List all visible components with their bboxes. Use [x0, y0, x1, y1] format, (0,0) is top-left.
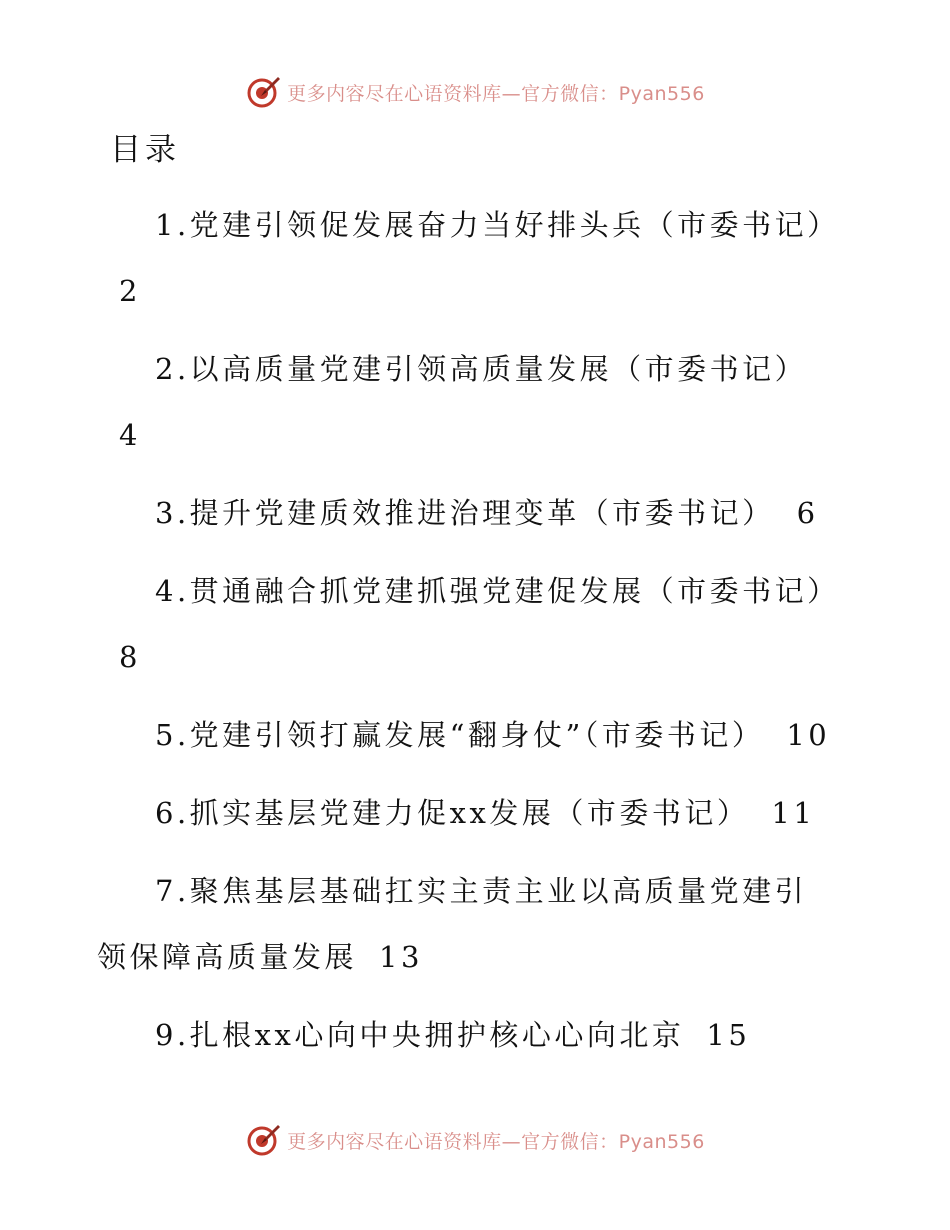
watermark-text: 更多内容尽在心语资料库—官方微信：Pyan556	[287, 82, 705, 105]
watermark-text: 更多内容尽在心语资料库—官方微信：Pyan556	[287, 1130, 705, 1153]
toc-item-2[interactable]	[0, 336, 833, 468]
toc-item-label: 7.聚焦基层基础扛实主责主业以高质量党建引领保障高质量发展	[97, 874, 808, 974]
watermark-header	[0, 72, 950, 112]
toc-item-7[interactable]	[0, 858, 833, 990]
watermark-footer	[0, 1120, 950, 1160]
toc-title: 目录	[110, 132, 180, 168]
toc-item-3[interactable]	[0, 480, 833, 546]
toc-item-5[interactable]	[0, 702, 833, 768]
table-of-contents	[0, 192, 950, 1080]
toc-item-page: 10	[786, 718, 831, 752]
quill-logo-icon	[245, 1122, 281, 1158]
toc-item-page: 2	[119, 274, 141, 308]
toc-item-label: 6.抓实基层党建力促xx发展（市委书记）	[155, 796, 750, 830]
toc-item-page: 4	[119, 418, 141, 452]
toc-item-9[interactable]	[0, 1002, 833, 1068]
toc-item-1[interactable]	[0, 192, 840, 324]
toc-item-page: 8	[119, 640, 141, 674]
toc-item-label: 9.扎根xx心向中央拥护核心心向北京	[155, 1018, 685, 1052]
toc-item-label: 1.党建引领促发展奋力当好排头兵（市委书记）	[155, 208, 840, 242]
toc-item-page: 13	[379, 940, 423, 974]
toc-item-page: 11	[771, 796, 816, 830]
toc-item-4[interactable]	[0, 558, 840, 690]
toc-item-page: 6	[796, 496, 819, 530]
toc-item-page: 15	[706, 1018, 751, 1052]
toc-item-label: 3.提升党建质效推进治理变革（市委书记）	[155, 496, 775, 530]
toc-item-6[interactable]	[0, 780, 833, 846]
toc-item-label: 4.贯通融合抓党建抓强党建促发展（市委书记）	[155, 574, 840, 608]
toc-item-label: 2.以高质量党建引领高质量发展（市委书记）	[155, 352, 808, 386]
quill-logo-icon	[245, 74, 281, 110]
toc-item-label: 5.党建引领打赢发展“翻身仗”（市委书记）	[155, 718, 765, 752]
